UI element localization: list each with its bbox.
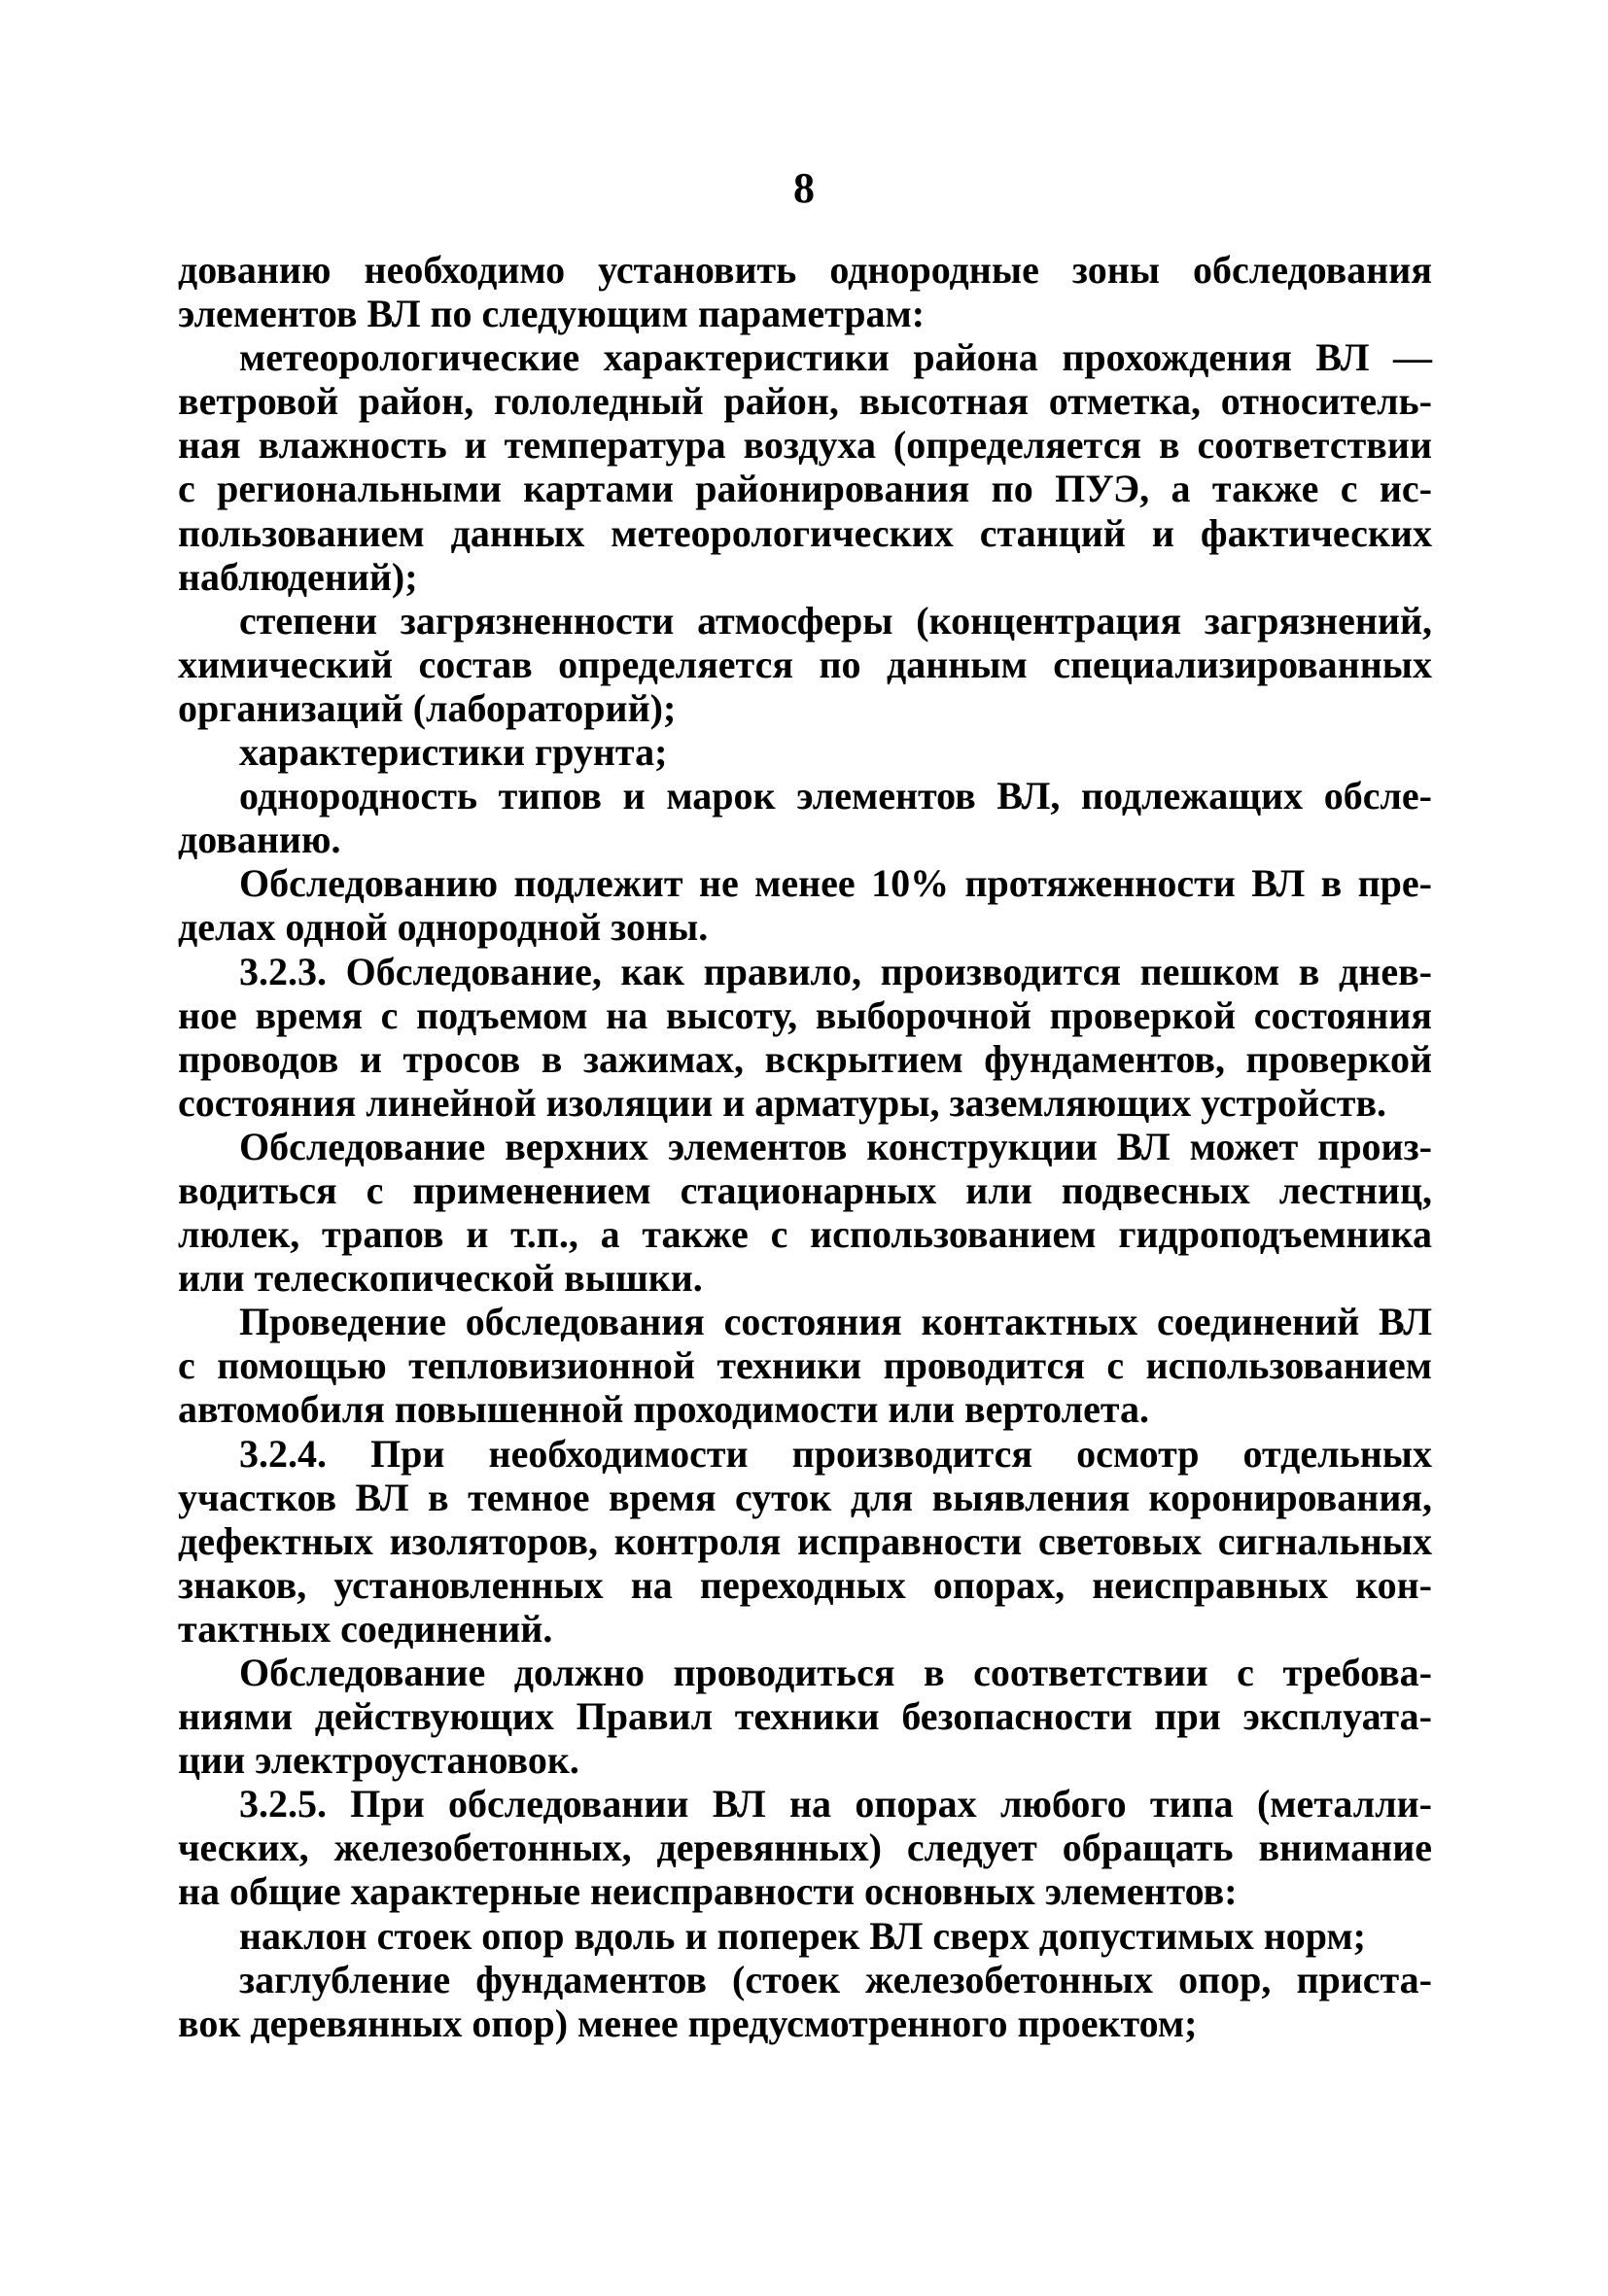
text-line: степени загрязненности атмосферы (концентрация загрязнений, [239, 598, 1432, 643]
text-line: однородность типов и марок элементов ВЛ, подлежащих обсле- [239, 774, 1432, 818]
text-line: ное время с подъемом на высоту, выборочной проверкой состояния [178, 992, 1432, 1037]
paragraph [178, 1914, 1432, 1958]
text-line: пользованием данных метеорологических станций и фактических [178, 510, 1432, 555]
text-line: Обследование верхних элементов конструкции ВЛ может произ- [239, 1124, 1432, 1168]
paragraph [178, 248, 1432, 335]
text-line: 3.2.4. При необходимости производится осмотр отдельных [239, 1431, 1432, 1476]
text-line: дефектных изоляторов, контроля исправности световых сигнальных [178, 1518, 1432, 1563]
text-line: ческих, железобетонных, деревянных) следует обращать внимание [178, 1826, 1432, 1870]
text-line: делах одной однородной зоны. [178, 905, 709, 950]
text-line: 3.2.3. Обследование, как правило, производится пешком в днев- [239, 949, 1432, 993]
text-line: наклон стоек опор вдоль и поперек ВЛ сверх допустимых норм; [239, 1913, 1366, 1958]
text-line: ниями действующих Правил техники безопасности при эксплуата- [178, 1694, 1432, 1739]
text-line: вок деревянных опор) менее предусмотренного проектом; [178, 2000, 1198, 2045]
page-number: 8 [793, 164, 815, 212]
text-line: Обследованию подлежит не менее 10% протяженности ВЛ в пре- [239, 861, 1432, 906]
paragraph [178, 730, 1432, 774]
paragraph [178, 861, 1432, 949]
paragraph [178, 1300, 1432, 1431]
paragraph [178, 1432, 1432, 1651]
text-line: ная влажность и температура воздуха (определяется в соответствии [178, 423, 1432, 468]
text-line: с региональными картами районирования по ПУЭ, а также с ис- [178, 467, 1432, 511]
text-line: дованию необходимо установить однородные зоны обследования [178, 248, 1432, 292]
text-line: ветровой район, гололедный район, высотная отметка, относитель- [178, 379, 1432, 424]
text-line: водиться с применением стационарных или подвесных лестниц, [178, 1167, 1432, 1212]
paragraph [178, 950, 1432, 1125]
text-line: заглубление фундаментов (стоек железобетонных опор, приста- [239, 1957, 1432, 2001]
paragraph [178, 1958, 1432, 2045]
text-line: характеристики грунта; [239, 730, 668, 775]
text-line: тактных соединений. [178, 1606, 553, 1651]
text-line: на общие характерные неисправности основных элементов: [178, 1869, 1238, 1914]
text-line: наблюдений); [178, 554, 418, 599]
text-line: организаций (лабораторий); [178, 685, 677, 730]
text-line: Проведение обследования состояния контактных соединений ВЛ [239, 1300, 1432, 1344]
text-line: элементов ВЛ по следующим параметрам: [178, 292, 926, 336]
text-line: ции электроустановок. [178, 1738, 579, 1783]
text-line: дованию. [178, 818, 341, 862]
text-line: с помощью тепловизионной техники проводится с использованием [178, 1343, 1432, 1388]
text-line: люлек, трапов и т.п., а также с использованием гидроподъемника [178, 1212, 1432, 1257]
paragraph [178, 1125, 1432, 1300]
text-line: проводов и тросов в зажимах, вскрытием фундаментов, проверкой [178, 1036, 1432, 1081]
text-line: Обследование должно проводиться в соответствии с требова- [239, 1651, 1432, 1694]
text-line: метеорологические характеристики района прохождения ВЛ — [239, 335, 1432, 380]
text-line: или телескопической вышки. [178, 1256, 703, 1301]
paragraph [178, 1651, 1432, 1782]
paragraph [178, 599, 1432, 730]
paragraph [178, 1782, 1432, 1913]
text-line: участков ВЛ в темное время суток для выявления коронирования, [178, 1475, 1432, 1519]
text-line: состояния линейной изоляции и арматуры, заземляющих устройств. [178, 1080, 1387, 1125]
body-text [178, 248, 1432, 2045]
text-line: автомобиля повышенной проходимости или вертолета. [178, 1387, 1149, 1432]
text-line: химический состав определяется по данным специализированных [178, 642, 1432, 686]
paragraph [178, 335, 1432, 599]
text-line: 3.2.5. При обследовании ВЛ на опорах любого типа (металли- [239, 1782, 1432, 1826]
text-line: знаков, установленных на переходных опорах, неисправных кон- [178, 1562, 1432, 1607]
paragraph [178, 774, 1432, 861]
